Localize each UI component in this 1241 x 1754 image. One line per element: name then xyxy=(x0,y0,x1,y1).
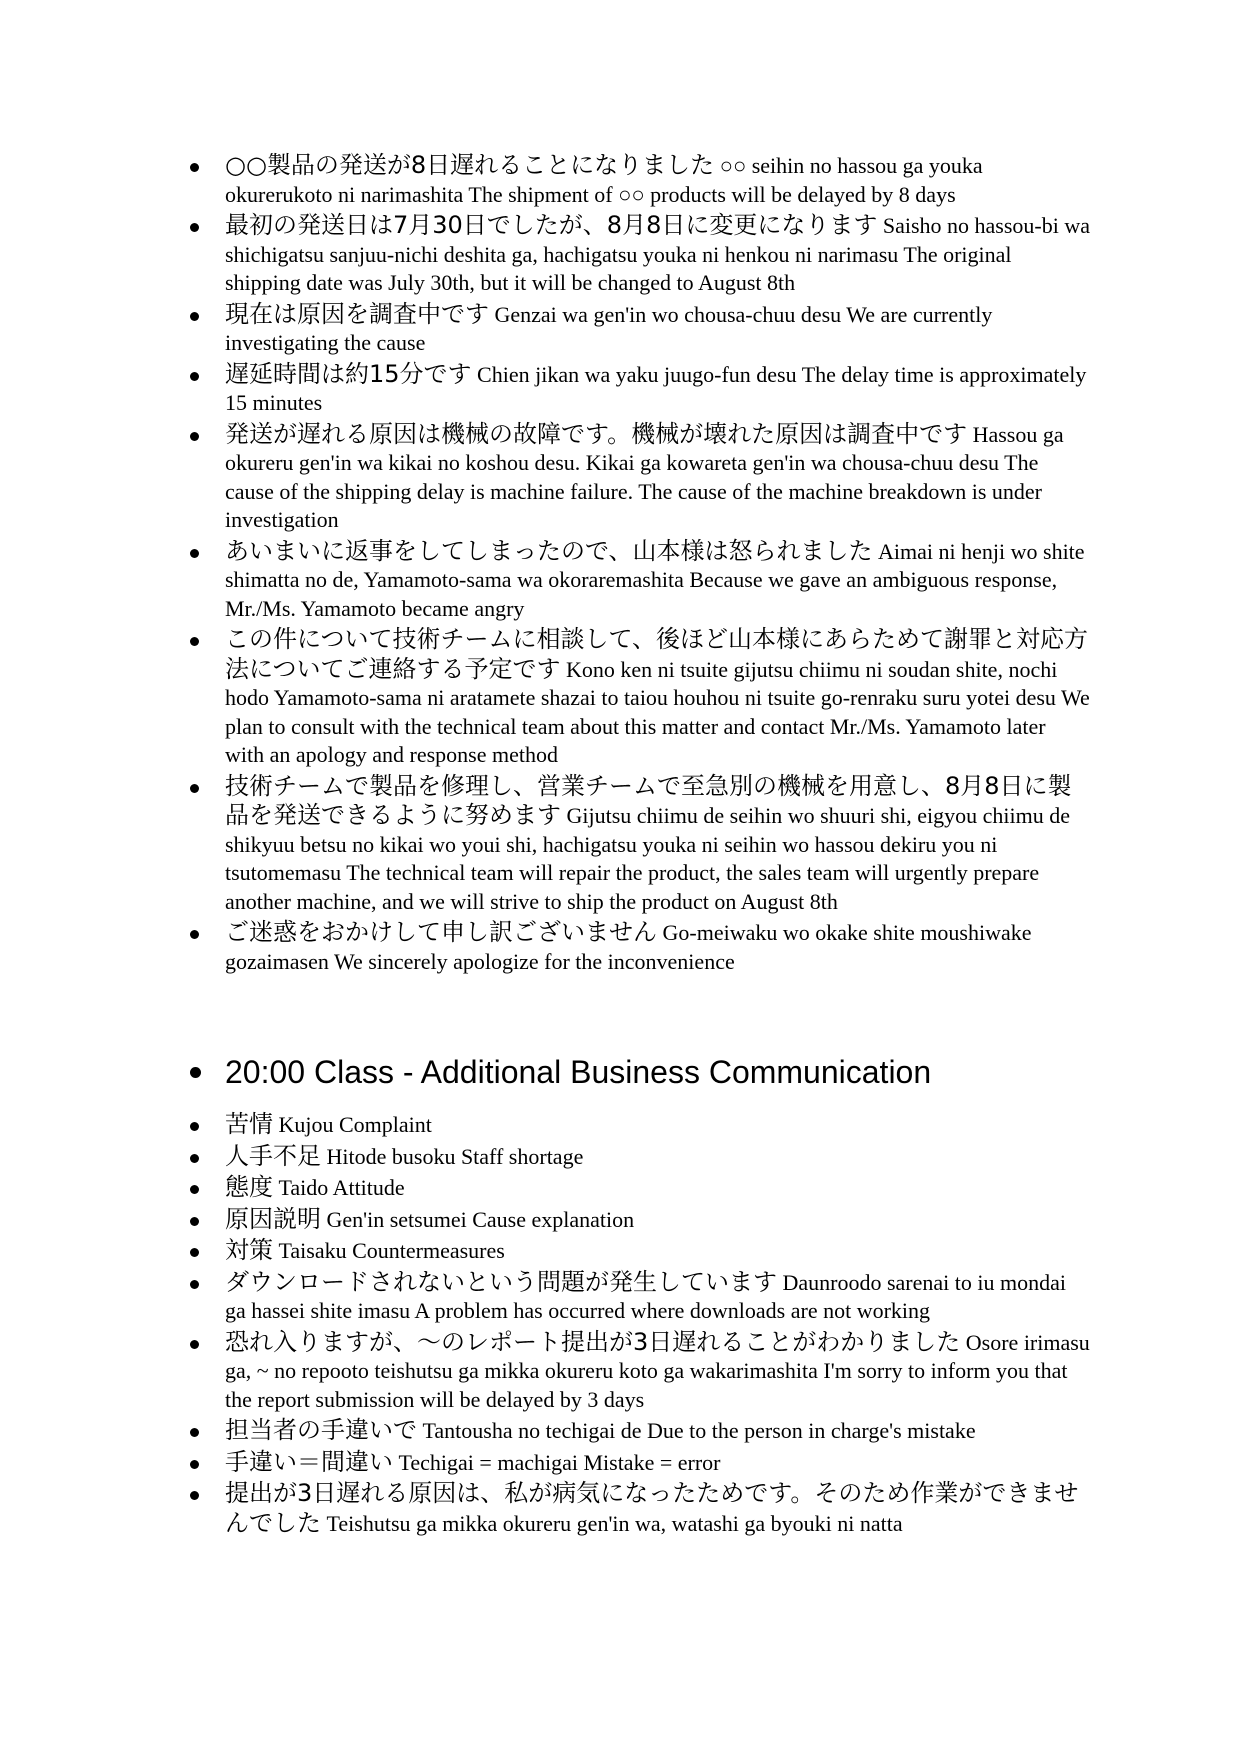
list-item xyxy=(190,300,1090,358)
romaji-translation: Go-meiwaku wo okake shite moushiwake gozaimasen We sincerely apologize for the inconvenience xyxy=(225,920,1032,974)
japanese-text: 発送が遅れる原因は機械の故障です。機械が壊れた原因は調査中です xyxy=(225,419,968,448)
japanese-text: 人手不足 xyxy=(225,1141,321,1170)
japanese-text: あいまいに返事をしてしまったので、山本様は怒られました xyxy=(225,536,873,565)
romaji-translation: Osore irimasu ga, ~ no repooto teishutsu ga mikka okureru koto ga wakarimashita I'm sorry to inform you that the report submission will be delayed by 3 days xyxy=(225,1329,1090,1412)
romaji-translation: Aimai ni henji wo shite shimatta no de, Yamamoto-sama wa okoraremashita Because we gave an ambiguous response, Mr./Ms. Yamamoto became angry xyxy=(225,538,1085,621)
list-item xyxy=(190,1173,1090,1203)
bullet-icon xyxy=(190,1491,199,1500)
japanese-text: 担当者の手違いで xyxy=(225,1416,417,1444)
list-item xyxy=(190,1236,1090,1266)
list-item xyxy=(190,360,1090,418)
romaji-translation: Teishutsu ga mikka okureru gen'in wa, watashi ga byouki ni natta xyxy=(321,1510,903,1536)
list-item xyxy=(190,1416,1090,1446)
bullet-icon xyxy=(190,784,199,793)
japanese-text: 態度 xyxy=(225,1173,273,1201)
romaji-translation: Tantousha no techigai de Due to the person in charge's mistake xyxy=(417,1418,976,1443)
bullet-icon xyxy=(190,1428,199,1437)
romaji-translation: Techigai = machigai Mistake = error xyxy=(393,1449,721,1475)
japanese-text: 提出が3日遅れる原因は、私が病気になったためです。そのため作業ができませんでした xyxy=(225,1479,1079,1537)
japanese-text: 苦情 xyxy=(225,1110,273,1138)
list-item xyxy=(190,537,1090,624)
romaji-translation: Genzai wa gen'in wo chousa-chuu desu We are currently investigating the cause xyxy=(225,301,993,355)
bullet-icon xyxy=(190,1248,199,1257)
japanese-text: 手違い＝間違い xyxy=(225,1447,393,1476)
phrase-list-1 xyxy=(190,151,1090,978)
romaji-translation: Hitode busoku Staff shortage xyxy=(321,1143,584,1169)
bullet-icon xyxy=(190,549,199,558)
romaji-translation: Gen'in setsumei Cause explanation xyxy=(321,1206,635,1232)
bullet-icon xyxy=(190,1122,199,1131)
japanese-text: ダウンロードされないという問題が発生しています xyxy=(225,1267,777,1296)
list-item xyxy=(190,151,1090,209)
bullet-icon xyxy=(190,1067,201,1078)
japanese-text: 最初の発送日は7月30日でしたが、8月8日に変更になります xyxy=(225,211,878,239)
bullet-icon xyxy=(190,372,199,381)
list-item xyxy=(190,1479,1090,1538)
bullet-icon xyxy=(190,637,199,646)
romaji-translation: Saisho no hassou-bi wa shichigatsu sanjuu-nichi deshita ga, hachigatsu youka ni henkou ni narimasu The original shipping date was July 30th, but it will be changed to August 8th xyxy=(225,213,1091,295)
bullet-icon xyxy=(190,223,199,232)
bullet-icon xyxy=(190,1460,199,1469)
bullet-icon xyxy=(190,1217,199,1226)
section-heading xyxy=(190,1052,1125,1092)
japanese-text: 原因説明 xyxy=(225,1204,321,1233)
list-item xyxy=(190,211,1090,298)
bullet-icon xyxy=(190,1185,199,1194)
romaji-translation: Kono ken ni tsuite gijutsu chiimu ni soudan shite, nochi hodo Yamamoto-sama ni aratamete shazai to taiou houhou ni tsuite go-renraku suru yotei desu We plan to consult with the technical team about this matter and contact Mr./Ms. Yamamoto later with an apology and response method xyxy=(225,656,1090,767)
romaji-translation: Daunroodo sarenai to iu mondai ga hassei shite imasu A problem has occurred where downloads are not working xyxy=(225,1269,1066,1323)
romaji-translation: ○○ seihin no hassou ga youka okurerukoto ni narimashita The shipment of ○○ products will be delayed by 8 days xyxy=(225,153,983,207)
list-item xyxy=(190,772,1090,917)
list-item xyxy=(190,1205,1090,1235)
list-item xyxy=(190,918,1090,976)
list-item xyxy=(190,625,1090,770)
romaji-translation: Gijutsu chiimu de seihin wo shuuri shi, eigyou chiimu de shikyuu betsu no kikai wo youi shi, hachigatsu youka ni seihin wo hassou dekiru you ni tsutomemasu The technical team will repair the product, the sales team will urgently prepare another machine, and we will strive to ship the product on August 8th xyxy=(225,803,1071,914)
japanese-text: 恐れ入りますが、～のレポート提出が3日遅れることがわかりました xyxy=(225,1327,961,1356)
bullet-icon xyxy=(190,432,199,441)
bullet-icon xyxy=(190,930,199,939)
romaji-translation: Taisaku Countermeasures xyxy=(273,1238,505,1263)
japanese-text: この件について技術チームに相談して、後ほど山本様にあらためて謝罪と対応方法についてご連絡する予定です xyxy=(225,625,1089,683)
japanese-text: ご迷惑をおかけして申し訳ございません xyxy=(225,918,657,946)
romaji-translation: Taido Attitude xyxy=(273,1175,405,1200)
bullet-icon xyxy=(190,1280,199,1289)
japanese-text: 遅延時間は約15分です xyxy=(225,359,472,388)
list-item xyxy=(190,1110,1090,1140)
japanese-text: ○○製品の発送が8日遅れることになりました xyxy=(225,151,715,179)
phrase-list-2 xyxy=(190,1110,1090,1540)
list-item xyxy=(190,1142,1090,1172)
bullet-icon xyxy=(190,163,199,172)
japanese-text: 対策 xyxy=(225,1236,273,1264)
list-item xyxy=(190,1448,1090,1478)
japanese-text: 技術チームで製品を修理し、営業チームで至急別の機械を用意し、8月8日に製品を発送できるように努めます xyxy=(225,771,1072,829)
list-item xyxy=(190,1328,1090,1415)
bullet-icon xyxy=(190,312,199,321)
list-item xyxy=(190,1268,1090,1326)
bullet-icon xyxy=(190,1340,199,1349)
romaji-translation: Kujou Complaint xyxy=(273,1112,432,1137)
section-heading-text: 20:00 Class - Additional Business Communication xyxy=(225,1054,932,1090)
romaji-translation: Chien jikan wa yaku juugo-fun desu The delay time is approximately 15 minutes xyxy=(225,361,1087,415)
japanese-text: 現在は原因を調査中です xyxy=(225,299,489,328)
bullet-icon xyxy=(190,1154,199,1163)
list-item xyxy=(190,420,1090,535)
romaji-translation: Hassou ga okureru gen'in wa kikai no koshou desu. Kikai ga kowareta gen'in wa chousa-chuu desu The cause of the shipping delay is machine failure. The cause of the machine breakdown is under investigation xyxy=(225,421,1064,532)
